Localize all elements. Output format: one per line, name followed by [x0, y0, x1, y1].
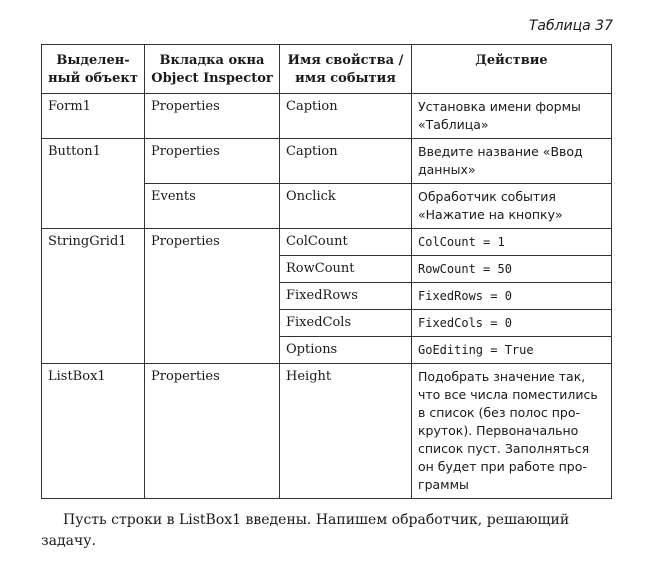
cell-object: Form1: [42, 94, 145, 139]
header-action: Действие: [412, 45, 612, 94]
cell-action: FixedCols = 0: [412, 310, 612, 337]
cell-action: Обработчик события «Нажатие на кнопку»: [412, 184, 612, 229]
cell-object: StringGrid1: [42, 229, 145, 364]
cell-object: Button1: [42, 139, 145, 229]
cell-tab: Properties: [145, 139, 280, 184]
cell-property: FixedRows: [280, 283, 412, 310]
header-selected-object: Выделен- ный объект: [42, 45, 145, 94]
header-inspector-tab: Вкладка окна Object Inspector: [145, 45, 280, 94]
table-row: [42, 229, 612, 256]
cell-property: ColCount: [280, 229, 412, 256]
cell-property: Onclick: [280, 184, 412, 229]
table-header-row: [42, 45, 612, 94]
cell-property: Caption: [280, 139, 412, 184]
cell-action: ColCount = 1: [412, 229, 612, 256]
cell-property: Height: [280, 364, 412, 499]
header-property-name: Имя свойства / имя события: [280, 45, 412, 94]
cell-tab: Properties: [145, 364, 280, 499]
cell-action: RowCount = 50: [412, 256, 612, 283]
cell-action: GoEditing = True: [412, 337, 612, 364]
cell-property: RowCount: [280, 256, 412, 283]
cell-property: Options: [280, 337, 412, 364]
properties-table: [41, 44, 612, 499]
cell-object: ListBox1: [42, 364, 145, 499]
table-caption: Таблица 37: [528, 18, 613, 34]
body-paragraph: Пусть строки в ListBox1 введены. Напишем обработчик, решающий задачу.: [41, 512, 570, 549]
cell-tab: Properties: [145, 94, 280, 139]
cell-tab: Properties: [145, 229, 280, 364]
cell-tab: Events: [145, 184, 280, 229]
cell-property: Caption: [280, 94, 412, 139]
cell-action: Установка имени формы «Таблица»: [412, 94, 612, 139]
cell-action: Введите название «Ввод данных»: [412, 139, 612, 184]
cell-property: FixedCols: [280, 310, 412, 337]
cell-action: Подобрать значение так, что все числа поместились в список (без полос про- круток). Первоначально список пуст. Заполняться он будет при работе про- граммы: [412, 364, 612, 499]
table-row: [42, 139, 612, 184]
cell-action: FixedRows = 0: [412, 283, 612, 310]
table-row: [42, 364, 612, 499]
table-row: [42, 94, 612, 139]
